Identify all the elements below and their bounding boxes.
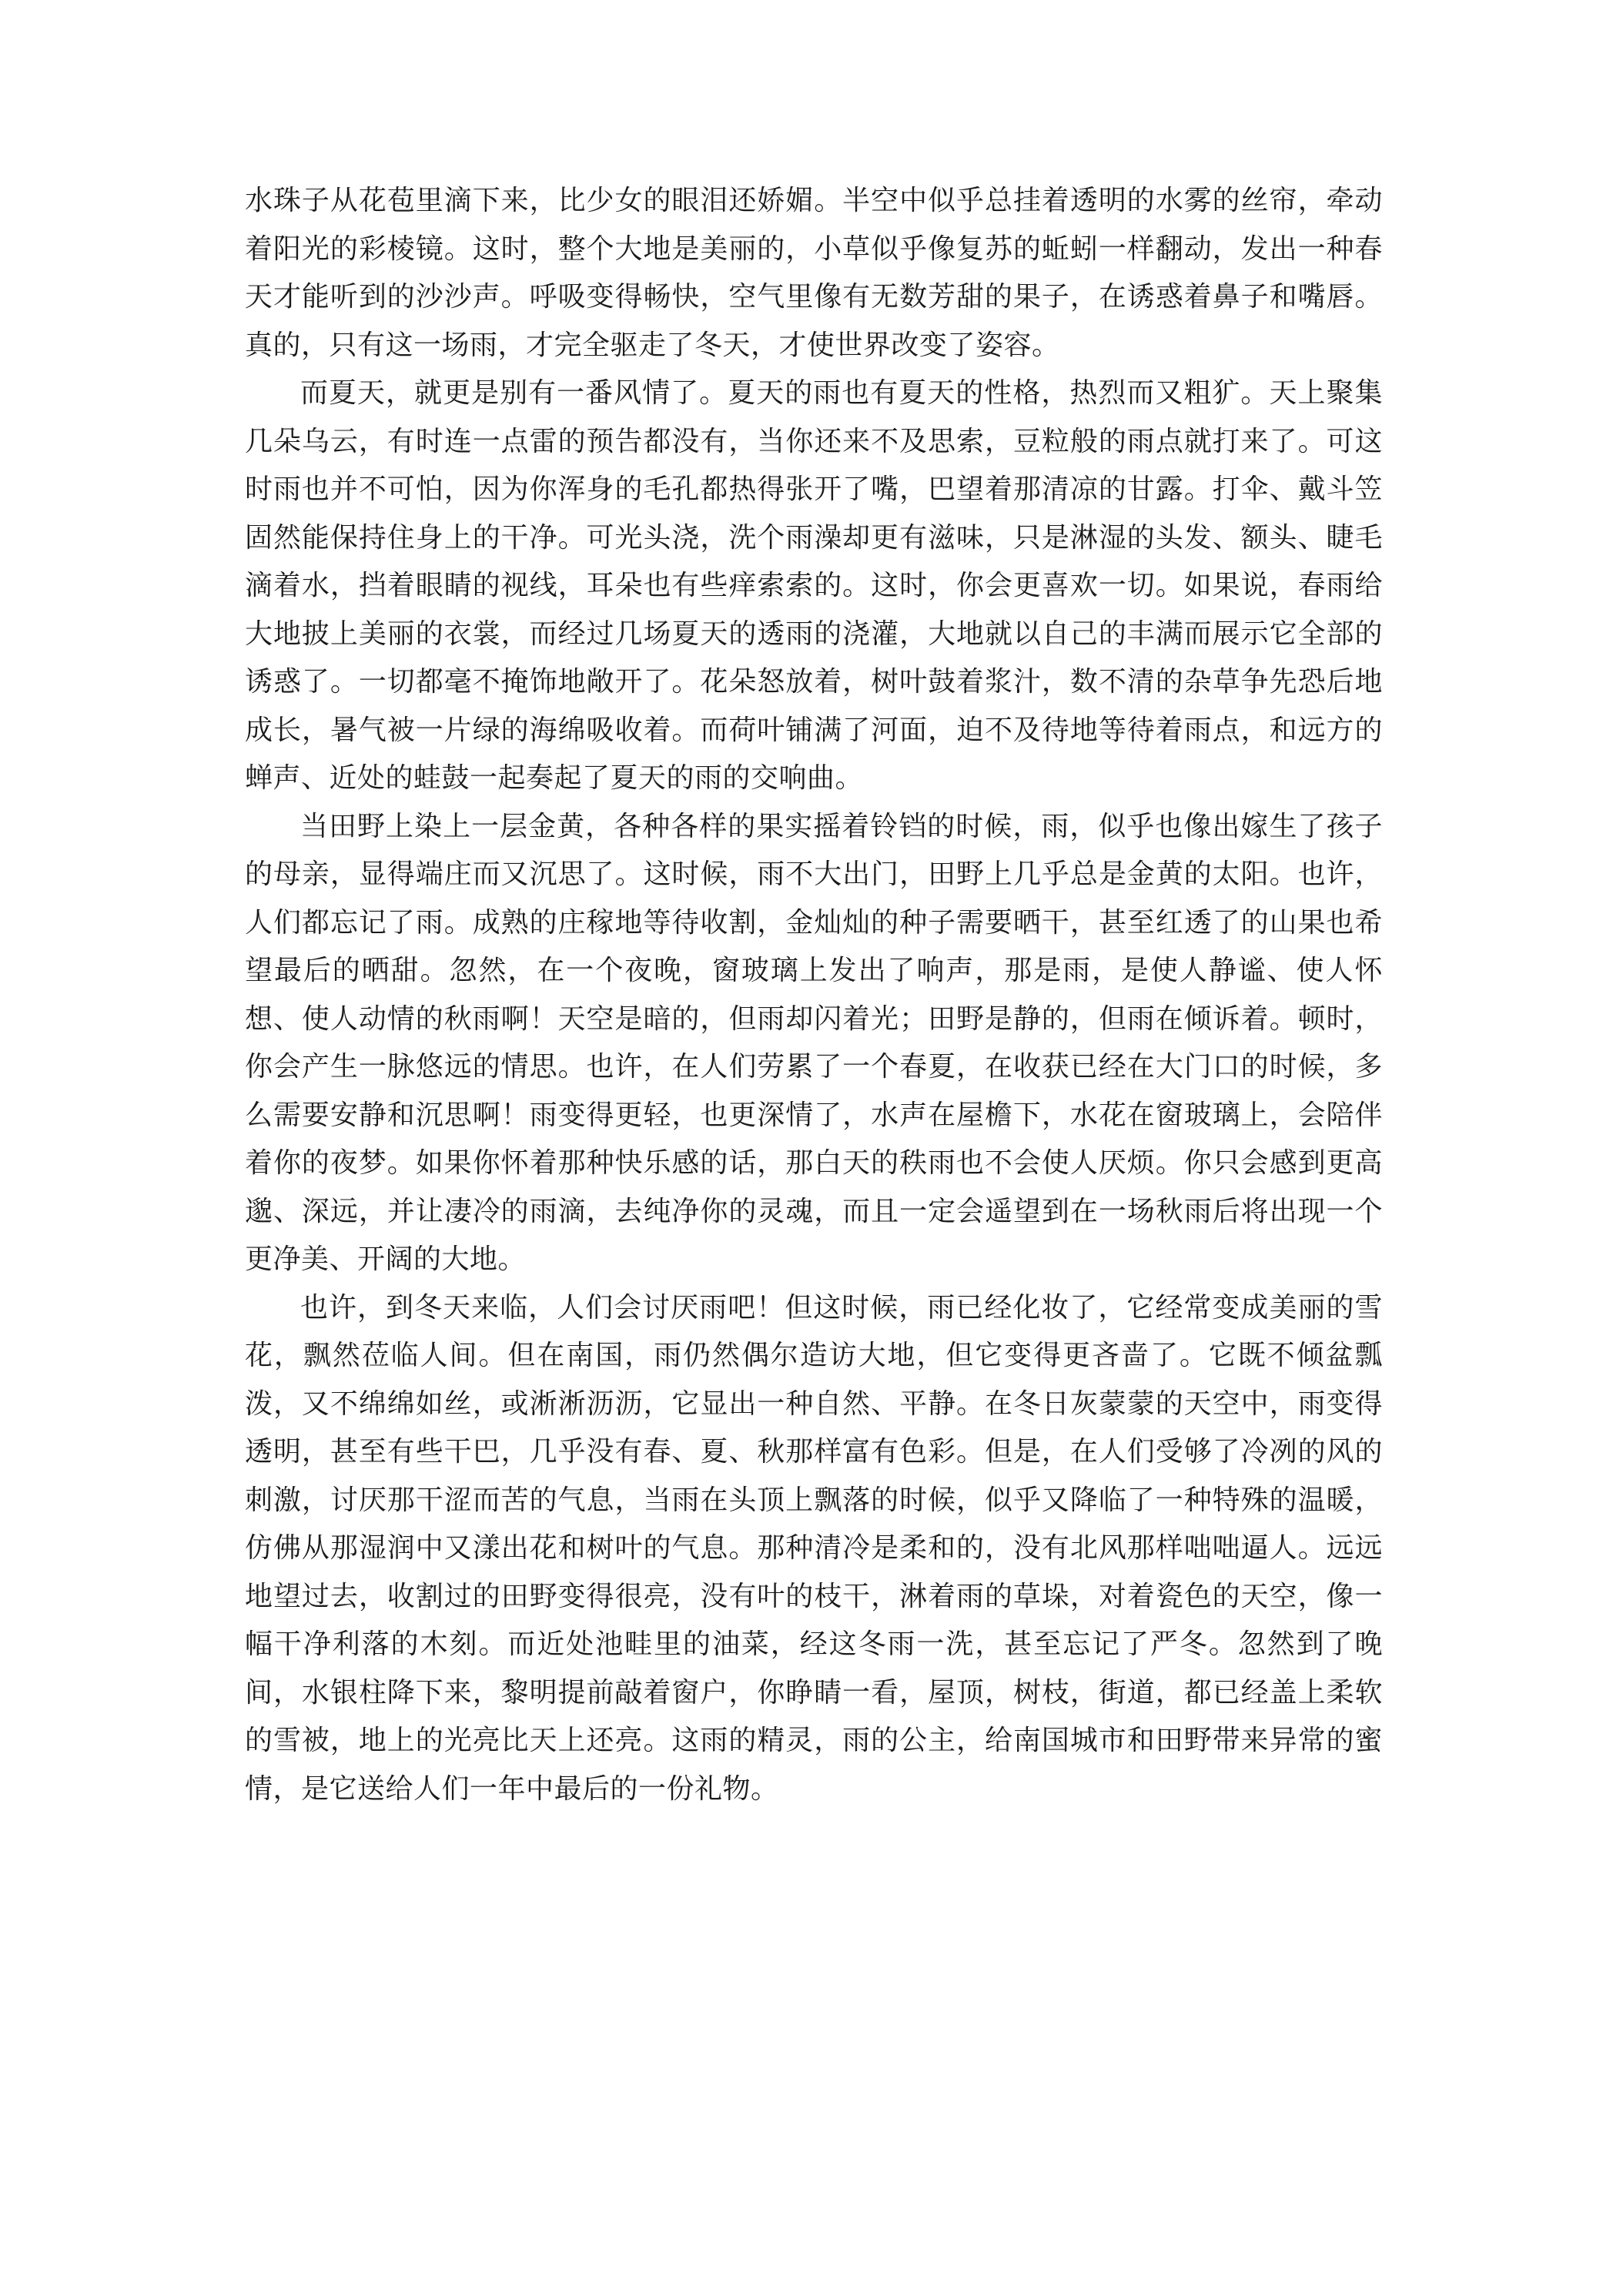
body-text bbox=[245, 177, 1383, 1813]
paragraph-spring-continued: 水珠子从花苞里滴下来，比少女的眼泪还娇媚。半空中似乎总挂着透明的水雾的丝帘，牵动着阳光的彩棱镜。这时，整个大地是美丽的，小草似乎像复苏的蚯蚓一样翻动，发出一种春天才能听到的沙沙声。呼吸变得畅快，空气里像有无数芳甜的果子，在诱惑着鼻子和嘴唇。真的，只有这一场雨，才完全驱走了冬天，才使世界改变了姿容。 bbox=[245, 185, 1383, 361]
paragraph-winter: 也许，到冬天来临，人们会讨厌雨吧！但这时候，雨已经化妆了，它经常变成美丽的雪花，飘然莅临人间。但在南国，雨仍然偶尔造访大地，但它变得更吝啬了。它既不倾盆瓢泼，又不绵绵如丝，或淅淅沥沥，它显出一种自然、平静。在冬日灰蒙蒙的天空中，雨变得透明，甚至有些干巴，几乎没有春、夏、秋那样富有色彩。但是，在人们受够了冷冽的风的刺激，讨厌那干涩而苦的气息，当雨在头顶上飘落的时候，似乎又降临了一种特殊的温暖，仿佛从那湿润中又漾出花和树叶的气息。那种清冷是柔和的，没有北风那样咄咄逼人。远远地望过去，收割过的田野变得很亮，没有叶的枝干，淋着雨的草垛，对着瓷色的天空，像一幅干净利落的木刻。而近处池畦里的油菜，经这冬雨一洗，甚至忘记了严冬。忽然到了晚间，水银柱降下来，黎明提前敲着窗户，你睁睛一看，屋顶，树枝，街道，都已经盖上柔软的雪被，地上的光亮比天上还亮。这雨的精灵，雨的公主，给南国城市和田野带来异常的蜜情，是它送给人们一年中最后的一份礼物。 bbox=[245, 1291, 1383, 1805]
paragraph-autumn: 当田野上染上一层金黄，各种各样的果实摇着铃铛的时候，雨，似乎也像出嫁生了孩子的母亲，显得端庄而又沉思了。这时候，雨不大出门，田野上几乎总是金黄的太阳。也许，人们都忘记了雨。成熟的庄稼地等待收割，金灿灿的种子需要晒干，甚至红透了的山果也希望最后的晒甜。忽然，在一个夜晚，窗玻璃上发出了响声，那是雨，是使人静谧、使人怀想、使人动情的秋雨啊！天空是暗的，但雨却闪着光；田野是静的，但雨在倾诉着。顿时，你会产生一脉悠远的情思。也许，在人们劳累了一个春夏，在收获已经在大门口的时候，多么需要安静和沉思啊！雨变得更轻，也更深情了，水声在屋檐下，水花在窗玻璃上，会陪伴着你的夜梦。如果你怀着那种快乐感的话，那白天的秩雨也不会使人厌烦。你只会感到更高邈、深远，并让凄冷的雨滴，去纯净你的灵魂，而且一定会遥望到在一场秋雨后将出现一个更净美、开阔的大地。 bbox=[245, 810, 1383, 1275]
paragraph-summer: 而夏天，就更是别有一番风情了。夏天的雨也有夏天的性格，热烈而又粗犷。天上聚集几朵乌云，有时连一点雷的预告都没有，当你还来不及思索，豆粒般的雨点就打来了。可这时雨也并不可怕，因为你浑身的毛孔都热得张开了嘴，巴望着那清凉的甘露。打伞、戴斗笠固然能保持住身上的干净。可光头浇，洗个雨澡却更有滋味，只是淋湿的头发、额头、睫毛滴着水，挡着眼睛的视线，耳朵也有些痒索索的。这时，你会更喜欢一切。如果说，春雨给大地披上美丽的衣裳，而经过几场夏天的透雨的浇灌，大地就以自己的丰满而展示它全部的诱惑了。一切都毫不掩饰地敞开了。花朵怒放着，树叶鼓着浆汁，数不清的杂草争先恐后地成长，暑气被一片绿的海绵吸收着。而荷叶铺满了河面，迫不及待地等待着雨点，和远方的蝉声、近处的蛙鼓一起奏起了夏天的雨的交响曲。 bbox=[245, 377, 1383, 794]
